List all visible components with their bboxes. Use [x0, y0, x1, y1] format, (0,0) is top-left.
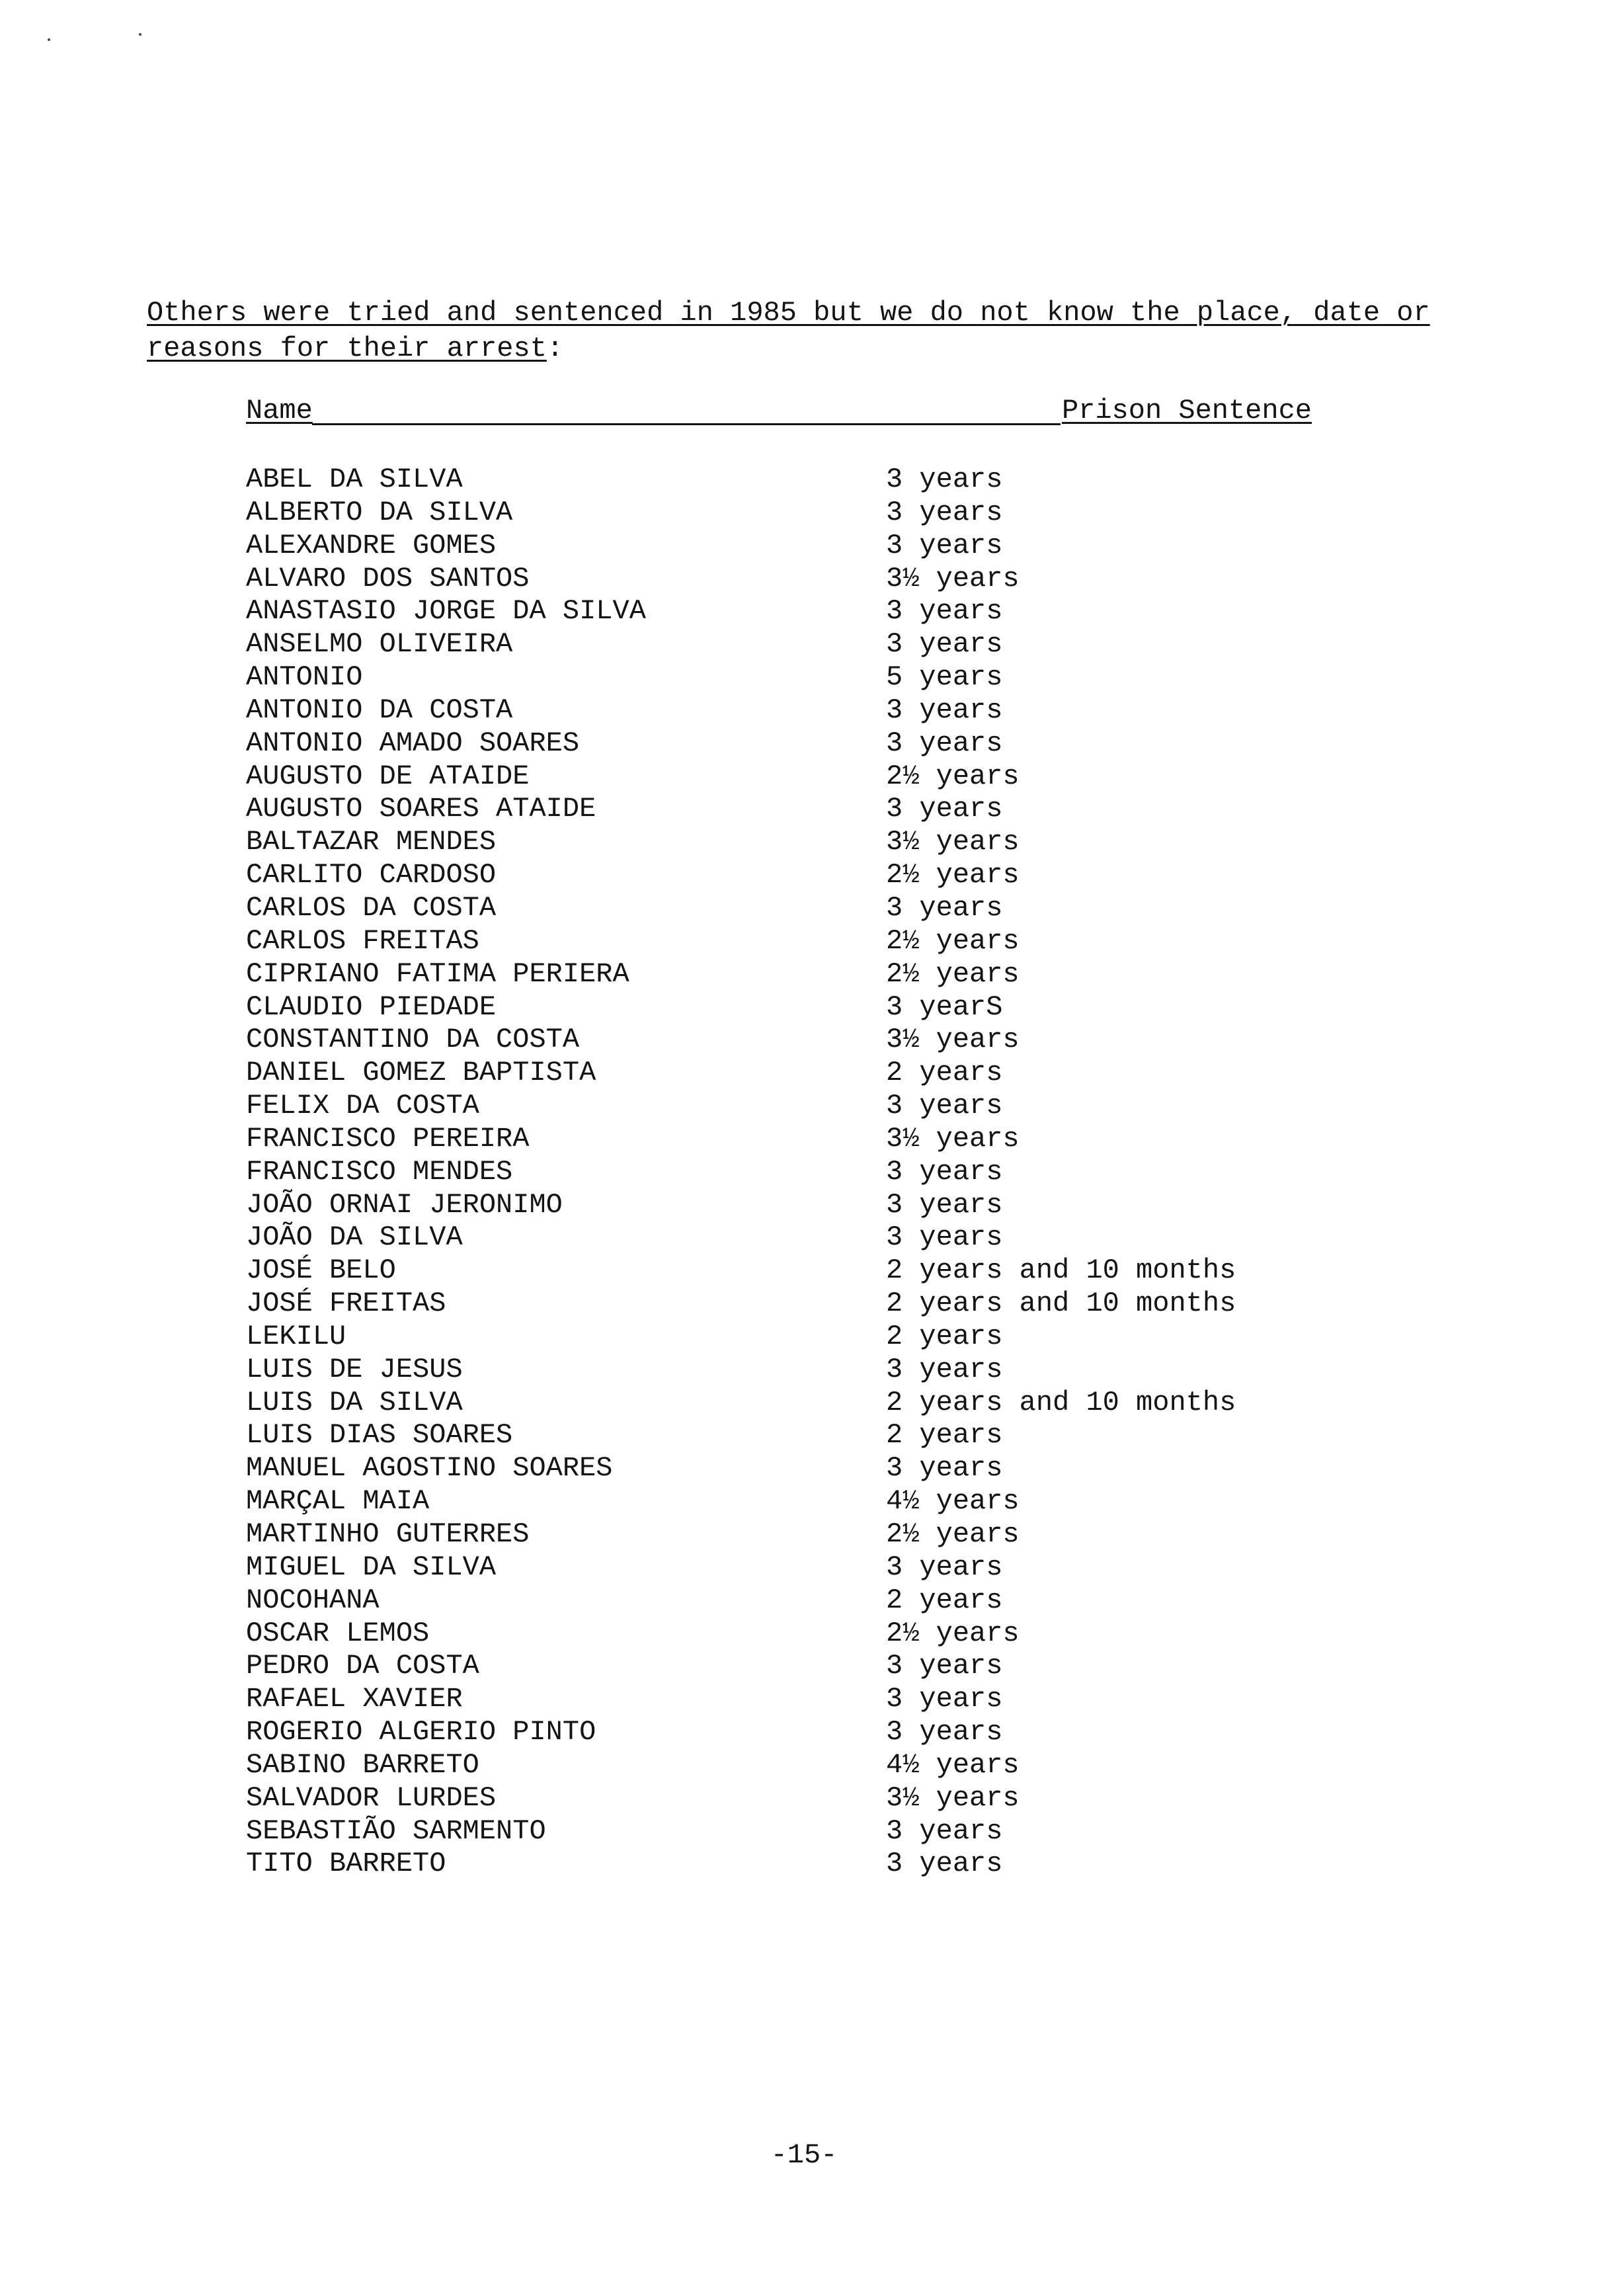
table-row — [246, 760, 1370, 794]
prisoner-name: ANTONIO — [246, 661, 363, 694]
table-row — [246, 1551, 1370, 1584]
table-row — [246, 1321, 1370, 1354]
prison-sentence: 3 years — [886, 1221, 1003, 1254]
table-row — [246, 1057, 1370, 1090]
prisoner-name: ALVARO DOS SANTOS — [246, 562, 530, 594]
table-row — [246, 826, 1370, 859]
prison-sentence: 3 yearS — [886, 991, 1003, 1023]
table-row — [246, 1254, 1370, 1288]
prison-sentence: 3 years — [886, 1551, 1003, 1583]
prison-sentence: 2 years — [886, 1320, 1003, 1352]
prison-sentence: 3 years — [886, 1155, 1003, 1188]
table-row — [246, 1749, 1370, 1782]
prison-sentence: 3½ years — [886, 826, 1020, 858]
table-header — [246, 393, 1312, 429]
prisoner-name: MANUEL AGOSTINO SOARES — [246, 1452, 613, 1485]
prisoner-name: TITO BARRETO — [246, 1848, 446, 1880]
prisoner-name: JOÃO DA SILVA — [246, 1221, 463, 1254]
table-row — [246, 661, 1370, 694]
table-row — [246, 1419, 1370, 1452]
prisoner-name: JOSÉ BELO — [246, 1254, 396, 1287]
prison-sentence: 2½ years — [886, 1518, 1020, 1550]
prison-sentence: 2 years and 10 months — [886, 1386, 1236, 1418]
prisoner-name: LUIS DA SILVA — [246, 1386, 463, 1418]
table-row — [246, 628, 1370, 661]
prisoner-name: BALTAZAR MENDES — [246, 826, 497, 858]
prison-sentence: 3 years — [886, 464, 1003, 495]
prisoner-name: SALVADOR LURDES — [246, 1782, 497, 1814]
prisoner-name: MARÇAL MAIA — [246, 1485, 430, 1518]
prisoner-name: RAFAEL XAVIER — [246, 1683, 463, 1715]
prison-sentence: 3 years — [886, 1683, 1003, 1715]
table-row — [246, 1518, 1370, 1551]
prisoner-name: ANTONIO DA COSTA — [246, 694, 513, 726]
table-row — [246, 859, 1370, 892]
prison-sentence: 3½ years — [886, 1782, 1020, 1814]
prison-sentence: 2½ years — [886, 924, 1020, 957]
table-row — [246, 530, 1370, 563]
prisoner-name: ANTONIO AMADO SOARES — [246, 727, 580, 759]
prison-sentence: 3 years — [886, 628, 1003, 661]
prisoner-name: CARLOS FREITAS — [246, 924, 479, 957]
intro-line-2-colon: : — [546, 333, 564, 364]
table-row — [246, 1288, 1370, 1321]
prisoner-name: DANIEL GOMEZ BAPTISTA — [246, 1057, 596, 1089]
table-row — [246, 1683, 1370, 1716]
prisoner-name: JOSÉ FREITAS — [246, 1288, 446, 1320]
prisoner-name: AUGUSTO SOARES ATAIDE — [246, 793, 596, 825]
prisoner-name: FRANCISCO MENDES — [246, 1155, 513, 1188]
prisoner-name: FRANCISCO PEREIRA — [246, 1122, 530, 1155]
prisoner-name: ANSELMO OLIVEIRA — [246, 628, 513, 661]
table-row — [246, 1584, 1370, 1618]
prisoner-name: SABINO BARRETO — [246, 1748, 479, 1781]
prisoner-name: CARLITO CARDOSO — [246, 859, 497, 891]
table-row — [246, 727, 1370, 760]
intro-line-1: Others were tried and sentenced in 1985 but we do not know the place, date or — [147, 297, 1430, 329]
prisoner-name: CONSTANTINO DA COSTA — [246, 1024, 580, 1056]
table-row — [246, 1485, 1370, 1518]
prison-sentence: 2 years — [886, 1419, 1003, 1452]
prison-sentence: 2½ years — [886, 1617, 1020, 1649]
scan-speck — [139, 33, 141, 36]
prisoner-name: AUGUSTO DE ATAIDE — [246, 760, 530, 792]
table-row — [246, 1716, 1370, 1749]
table-row — [246, 1387, 1370, 1420]
table-row — [246, 925, 1370, 958]
prisoner-name: MIGUEL DA SILVA — [246, 1551, 497, 1583]
prison-sentence: 4½ years — [886, 1748, 1020, 1781]
table-row — [246, 1156, 1370, 1189]
table-row — [246, 595, 1370, 628]
prison-sentence: 3 years — [886, 727, 1003, 759]
prisoner-name: OSCAR LEMOS — [246, 1617, 430, 1649]
prison-sentence: 5 years — [886, 661, 1003, 694]
prison-sentence: 3 years — [886, 529, 1003, 561]
table-row — [246, 793, 1370, 826]
prisoner-name: ROGERIO ALGERIO PINTO — [246, 1716, 596, 1748]
table-row — [246, 497, 1370, 530]
table-row — [246, 958, 1370, 991]
prisoner-name: ABEL DA SILVA — [246, 464, 463, 495]
prisoner-name: ALBERTO DA SILVA — [246, 496, 513, 528]
prison-sentence: 3½ years — [886, 562, 1020, 594]
prisoner-name: LUIS DIAS SOARES — [246, 1419, 513, 1452]
prison-sentence: 2½ years — [886, 958, 1020, 990]
table-row — [246, 1090, 1370, 1123]
prisoner-name: MARTINHO GUTERRES — [246, 1518, 530, 1550]
table-row — [246, 464, 1370, 497]
prisoner-name: ALEXANDRE GOMES — [246, 529, 497, 561]
prisoner-name: FELIX DA COSTA — [246, 1090, 479, 1122]
prison-sentence: 4½ years — [886, 1485, 1020, 1518]
table-row — [246, 1618, 1370, 1651]
prison-sentence: 3 years — [886, 1650, 1003, 1682]
prisoner-name: JOÃO ORNAI JERONIMO — [246, 1188, 563, 1221]
prison-sentence: 3 years — [886, 1452, 1003, 1485]
table-row — [246, 1452, 1370, 1485]
prison-sentence: 2 years — [886, 1057, 1003, 1089]
prison-sentence: 3 years — [886, 1090, 1003, 1122]
table-row — [246, 1848, 1370, 1881]
prison-sentence: 3 years — [886, 891, 1003, 924]
prison-sentence: 3 years — [886, 793, 1003, 825]
table-row — [246, 694, 1370, 727]
prison-sentence: 3 years — [886, 1848, 1003, 1880]
table-row — [246, 892, 1370, 925]
prisoner-name: PEDRO DA COSTA — [246, 1650, 479, 1682]
table-row — [246, 1815, 1370, 1848]
prisoner-name: NOCOHANA — [246, 1584, 380, 1616]
prisoner-name: LEKILU — [246, 1320, 346, 1352]
prisoner-name: LUIS DE JESUS — [246, 1353, 463, 1385]
column-header-name: Name — [246, 395, 313, 427]
prisoner-name: CARLOS DA COSTA — [246, 891, 497, 924]
sentence-list — [246, 464, 1370, 1881]
prison-sentence: 3 years — [886, 595, 1003, 628]
table-row — [246, 1123, 1370, 1156]
table-row — [246, 1024, 1370, 1057]
prisoner-name: ANASTASIO JORGE DA SILVA — [246, 595, 646, 628]
table-row — [246, 1354, 1370, 1387]
prison-sentence: 2 years — [886, 1584, 1003, 1616]
table-row — [246, 991, 1370, 1024]
prisoner-name: CIPRIANO FATIMA PERIERA — [246, 958, 629, 990]
table-row — [246, 1221, 1370, 1254]
table-row — [246, 563, 1370, 596]
table-row — [246, 1782, 1370, 1815]
page-number: -15- — [770, 2139, 838, 2171]
prison-sentence: 2 years and 10 months — [886, 1254, 1236, 1287]
prisoner-name: SEBASTIÃO SARMENTO — [246, 1815, 546, 1847]
intro-line-2 — [147, 331, 1443, 366]
scan-speck — [48, 38, 50, 41]
prison-sentence: 3 years — [886, 1188, 1003, 1221]
intro-line-2-underlined: reasons for their arrest — [147, 333, 547, 364]
prison-sentence: 3½ years — [886, 1024, 1020, 1056]
prison-sentence: 3 years — [886, 1716, 1003, 1748]
prisoner-name: CLAUDIO PIEDADE — [246, 991, 497, 1023]
table-row — [246, 1650, 1370, 1683]
table-row — [246, 1189, 1370, 1222]
prison-sentence: 3 years — [886, 694, 1003, 726]
prison-sentence: 3 years — [886, 1353, 1003, 1385]
prison-sentence: 3½ years — [886, 1122, 1020, 1155]
intro-paragraph — [147, 295, 1443, 366]
prison-sentence: 3 years — [886, 1815, 1003, 1847]
header-rule — [312, 423, 1061, 425]
prison-sentence: 2 years and 10 months — [886, 1288, 1236, 1320]
prison-sentence: 2½ years — [886, 859, 1020, 891]
column-header-sentence: Prison Sentence — [1061, 395, 1312, 427]
prison-sentence: 3 years — [886, 496, 1003, 528]
prison-sentence: 2½ years — [886, 760, 1020, 792]
